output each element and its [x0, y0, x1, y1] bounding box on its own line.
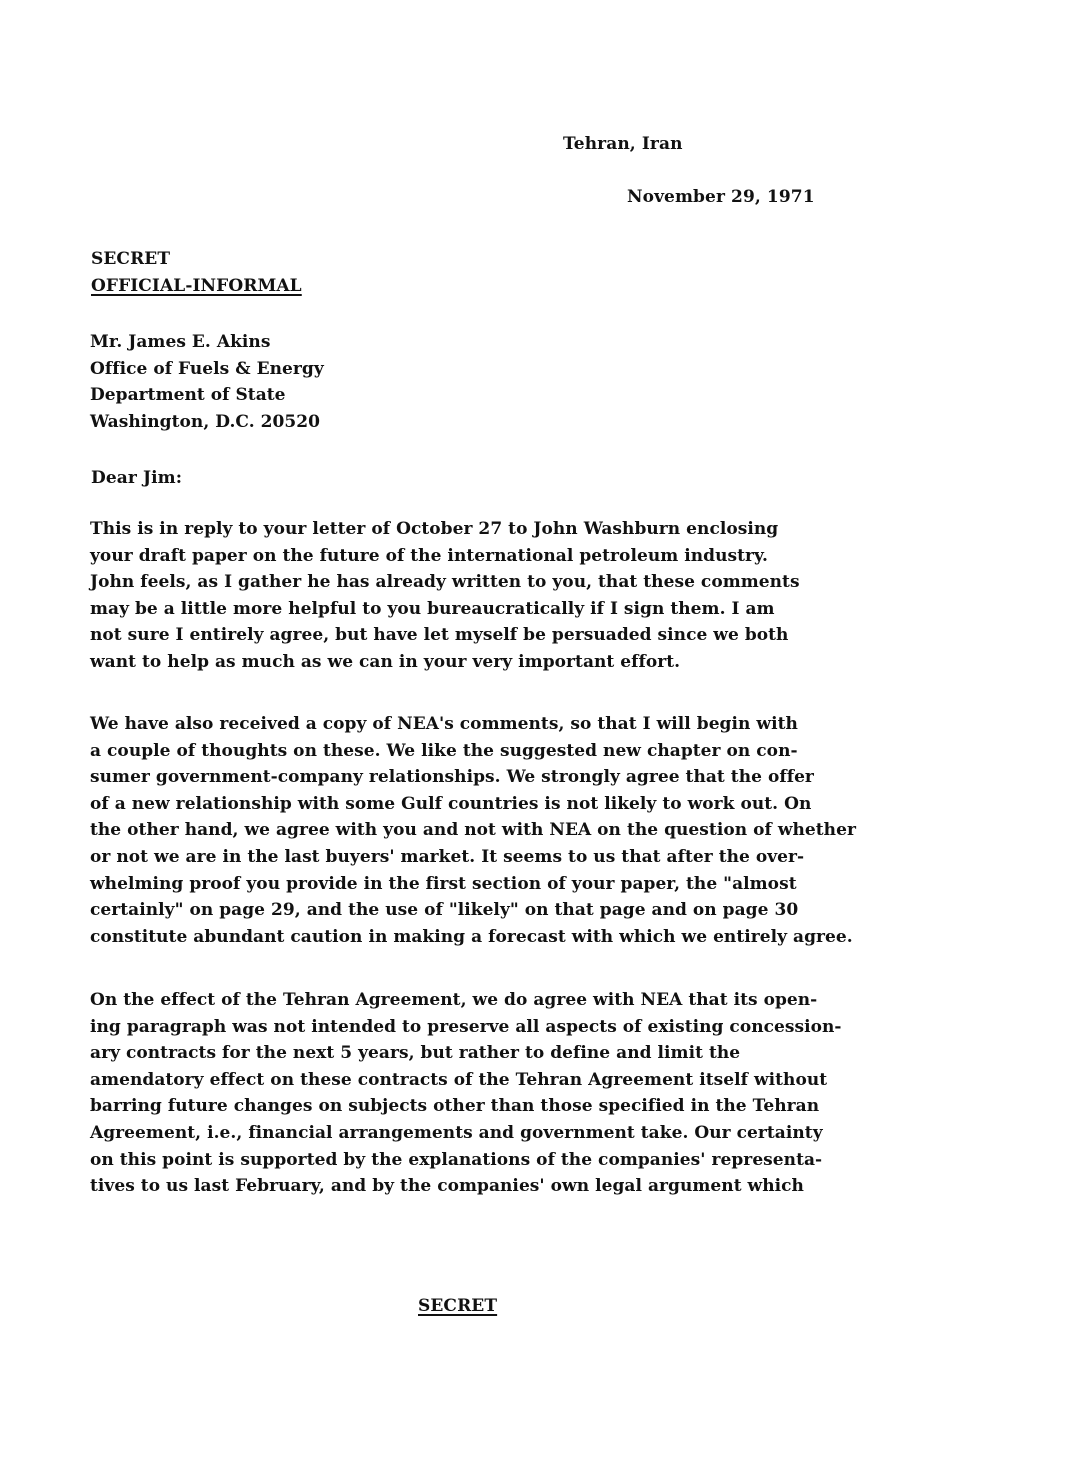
text-line: a couple of thoughts on these. We like the suggested new chapter on con- — [90, 740, 798, 761]
paragraph-3 — [90, 987, 950, 1200]
paragraph-1 — [90, 516, 950, 676]
text-line: ing paragraph was not intended to preserve all aspects of existing concession- — [90, 1016, 842, 1037]
text-line: the other hand, we agree with you and not with NEA on the question of whether — [90, 820, 856, 841]
address-line: Department of State — [90, 385, 286, 405]
text-line: want to help as much as we can in your very important effort. — [90, 651, 681, 672]
address-line: Washington, D.C. 20520 — [90, 411, 321, 432]
text-line: ary contracts for the next 5 years, but rather to define and limit the — [90, 1043, 741, 1064]
text-line: not sure I entirely agree, but have let myself be persuaded since we both — [90, 625, 789, 646]
address-line: Mr. James E. Akins — [90, 332, 271, 352]
date-line: November 29, 1971 — [627, 187, 815, 207]
text-line: on this point is supported by the explanations of the companies' representa- — [90, 1149, 823, 1170]
text-line: On the effect of the Tehran Agreement, we do agree with NEA that its open- — [90, 990, 818, 1010]
paragraph-2 — [90, 711, 950, 950]
text-line: your draft paper on the future of the international petroleum industry. — [90, 545, 768, 566]
footer-classification: SECRET — [418, 1296, 498, 1316]
text-line: of a new relationship with some Gulf countries is not likely to work out. On — [90, 793, 812, 814]
text-line: This is in reply to your letter of October 27 to John Washburn enclosing — [90, 519, 779, 539]
text-line: John feels, as I gather he has already written to you, that these comments — [90, 572, 800, 593]
text-line: certainly" on page 29, and the use of "likely" on that page and on page 30 — [90, 900, 799, 921]
place-line: Tehran, Iran — [563, 134, 683, 154]
recipient-address — [90, 329, 950, 435]
text-line: tives to us last February, and by the companies' own legal argument which — [90, 1176, 804, 1197]
classification-header: SECRET — [91, 249, 171, 269]
text-line: Agreement, i.e., financial arrangements and government take. Our certainty — [90, 1122, 823, 1143]
salutation: Dear Jim: — [91, 468, 183, 488]
text-line: constitute abundant caution in making a forecast with which we entirely agree. — [90, 926, 853, 947]
address-line: Office of Fuels & Energy — [90, 358, 324, 379]
text-line: amendatory effect on these contracts of the Tehran Agreement itself without — [90, 1069, 828, 1090]
text-line: may be a little more helpful to you bureaucratically if I sign them. I am — [90, 598, 775, 619]
text-line: barring future changes on subjects other than those specified in the Tehran — [90, 1096, 820, 1117]
handling-caveat: OFFICIAL-INFORMAL — [91, 276, 302, 296]
text-line: or not we are in the last buyers' market. It seems to us that after the over- — [90, 846, 805, 867]
text-line: We have also received a copy of NEA's comments, so that I will begin with — [90, 714, 798, 734]
text-line: sumer government-company relationships. We strongly agree that the offer — [90, 767, 814, 788]
text-line: whelming proof you provide in the first section of your paper, the "almost — [90, 873, 797, 894]
